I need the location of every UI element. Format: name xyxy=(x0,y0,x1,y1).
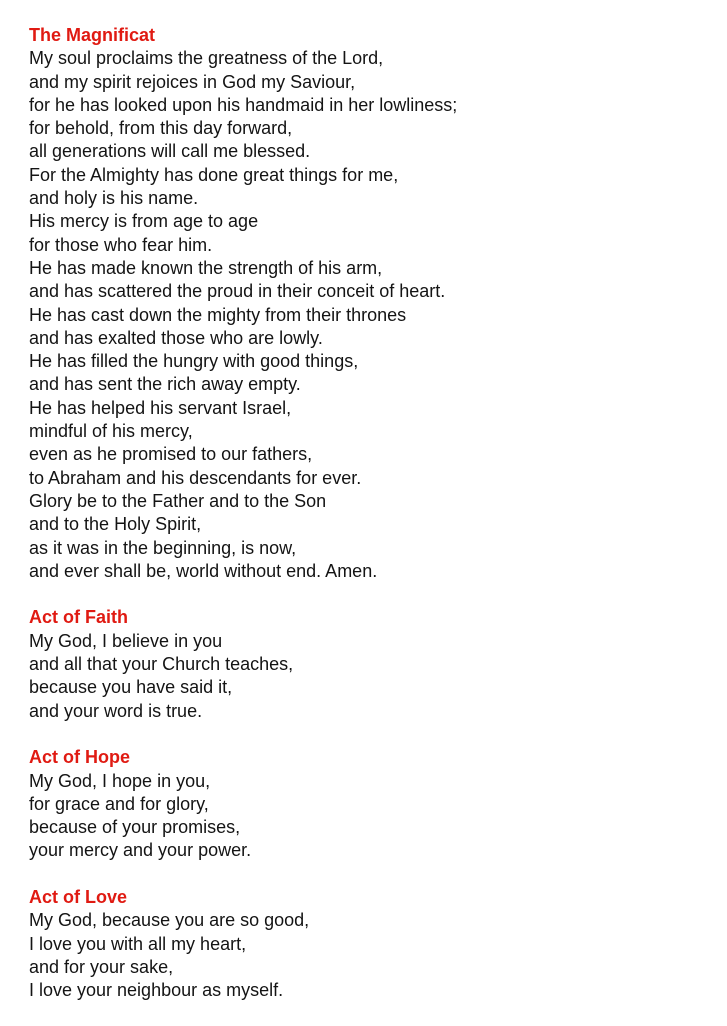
prayer-line: I love your neighbour as myself. xyxy=(29,980,284,1001)
prayer-line: all generations will call me blessed. xyxy=(29,141,311,162)
prayer-page xyxy=(29,24,719,1026)
prayer-line: and holy is his name. xyxy=(29,188,199,209)
prayer-line: and all that your Church teaches, xyxy=(29,654,294,675)
prayer-line: and my spirit rejoices in God my Saviour, xyxy=(29,71,356,92)
prayer-line: My God, because you are so good, xyxy=(29,910,310,931)
prayer-line: and for your sake, xyxy=(29,956,174,977)
prayer-title: The Magnificat xyxy=(29,25,156,45)
prayer-line: My soul proclaims the greatness of the Lord, xyxy=(29,48,384,69)
prayer-line: He has helped his servant Israel, xyxy=(29,397,292,418)
prayer-line: for he has looked upon his handmaid in her lowliness; xyxy=(29,94,458,115)
prayer-line: because of your promises, xyxy=(29,817,241,838)
prayer-line: mindful of his mercy, xyxy=(29,421,193,442)
prayer-title: Act of Faith xyxy=(29,607,128,628)
prayer-line: For the Almighty has done great things for me, xyxy=(29,164,399,185)
prayer-line: for behold, from this day forward, xyxy=(29,118,293,139)
prayer-act-of-love xyxy=(29,886,719,1002)
prayer-line: because you have said it, xyxy=(29,677,233,698)
prayer-body xyxy=(29,630,719,723)
prayer-line: and ever shall be, world without end. Amen. xyxy=(29,560,378,581)
prayer-line: for those who fear him. xyxy=(29,234,213,255)
prayer-line: Glory be to the Father and to the Son xyxy=(29,490,327,511)
prayer-body xyxy=(29,770,719,863)
prayer-line: as it was in the beginning, is now, xyxy=(29,537,297,558)
prayer-line: and to the Holy Spirit, xyxy=(29,514,202,535)
prayer-title: Act of Love xyxy=(29,886,128,907)
prayer-line: and your word is true. xyxy=(29,700,203,721)
prayer-body xyxy=(29,909,719,1002)
prayer-line: and has exalted those who are lowly. xyxy=(29,327,323,348)
prayer-line: your mercy and your power. xyxy=(29,840,252,861)
prayer-line: for grace and for glory, xyxy=(29,793,209,814)
prayer-body xyxy=(29,47,719,583)
prayer-line: My God, I believe in you xyxy=(29,630,223,651)
prayer-magnificat xyxy=(29,24,719,583)
prayer-line: His mercy is from age to age xyxy=(29,211,259,232)
prayer-act-of-hope xyxy=(29,746,719,862)
prayer-act-of-faith xyxy=(29,606,719,722)
prayer-title: Act of Hope xyxy=(29,747,130,768)
prayer-line: He has filled the hungry with good things, xyxy=(29,351,359,372)
prayer-line: and has scattered the proud in their conceit of heart. xyxy=(29,281,446,302)
prayer-line: My God, I hope in you, xyxy=(29,770,211,791)
prayer-line: even as he promised to our fathers, xyxy=(29,444,313,465)
prayer-line: He has cast down the mighty from their thrones xyxy=(29,304,407,325)
prayer-line: He has made known the strength of his arm, xyxy=(29,257,383,278)
prayer-line: to Abraham and his descendants for ever. xyxy=(29,467,362,488)
prayer-line: and has sent the rich away empty. xyxy=(29,374,301,395)
prayer-line: I love you with all my heart, xyxy=(29,933,247,954)
